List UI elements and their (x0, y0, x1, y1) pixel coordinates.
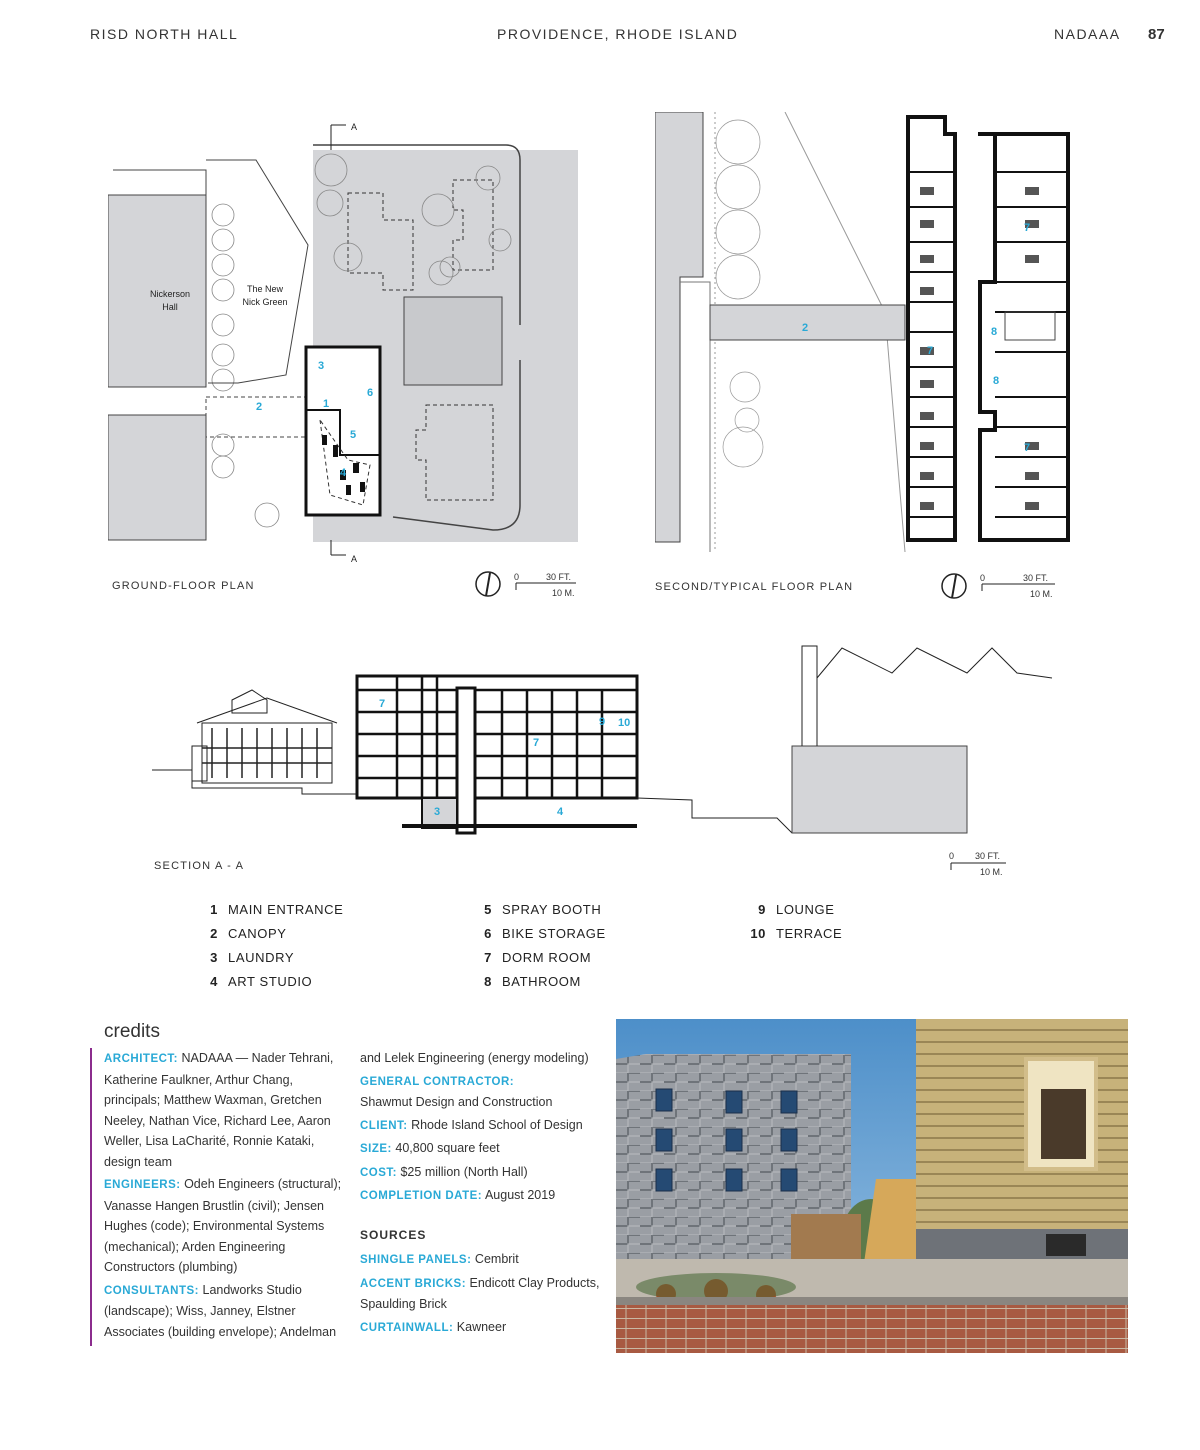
legend-item: 10 TERRACE (750, 926, 843, 941)
label-green-1: The New (246, 284, 284, 294)
num-9-section: 9 (599, 716, 606, 728)
credits-heading: credits (104, 1021, 160, 1042)
scale-ft-ground: 30 FT. (546, 572, 572, 582)
scale-ft-second: 30 FT. (1023, 573, 1049, 583)
scale-ft-section: 30 FT. (975, 851, 1001, 861)
legend-item: 2 CANOPY (210, 926, 287, 941)
building-photo (616, 1019, 1128, 1353)
caption-second: SECOND/TYPICAL FLOOR PLAN (655, 581, 854, 593)
ground-floor-plan (108, 115, 583, 570)
num-10-section: 10 (618, 717, 631, 729)
page-number: 87 (1148, 26, 1165, 43)
caption-ground: GROUND-FLOOR PLAN (112, 580, 255, 592)
section-drawing (152, 628, 1057, 838)
num-7-second-c: 7 (1024, 442, 1031, 454)
label-nickerson-2: Hall (162, 302, 178, 312)
legend-item: 1 MAIN ENTRANCE (210, 902, 344, 917)
label-nickerson-1: Nickerson (149, 289, 191, 299)
legend-item: 8 BATHROOM (484, 974, 581, 989)
legend-item: 3 LAUNDRY (210, 950, 295, 965)
num-7-second-b: 7 (927, 345, 934, 357)
scale-m-ground: 10 M. (552, 588, 575, 598)
num-8-second-b: 8 (993, 375, 1000, 387)
credits-column-2: and Lelek Engineering (energy modeling) GENERAL CONTRACTOR: Shawmut Design and Construction CLIENT: Rhode Island School of Design SIZE: 40,800 square feet COST: $25 million (North Hall) COMPLETION DATE: August 2019 SOURCES SHINGLE PANELS: Cembrit ACCENT BRICKS: Endicott Clay Products, Spaulding Brick CURTAINWALL: Kawneer (360, 1051, 600, 1334)
num-3-section: 3 (434, 806, 441, 818)
second-floor-plan (655, 112, 1080, 554)
num-2: 2 (256, 401, 263, 413)
scale-zero-second: 0 (980, 573, 986, 583)
legend-item: 5 SPRAY BOOTH (484, 902, 602, 917)
num-3: 3 (318, 360, 325, 372)
legend-item: 6 BIKE STORAGE (484, 926, 606, 941)
num-7-section-a: 7 (379, 698, 386, 710)
running-head-right: NADAAA (1054, 26, 1121, 42)
running-head-left: RISD NORTH HALL (90, 26, 239, 42)
caption-section: SECTION A - A (154, 860, 245, 872)
running-head-center: PROVIDENCE, RHODE ISLAND (497, 26, 739, 42)
num-2-second: 2 (802, 322, 809, 334)
scale-zero-section: 0 (949, 851, 955, 861)
legend-item: 9 LOUNGE (758, 902, 835, 917)
scale-m-second: 10 M. (1030, 589, 1053, 599)
scale-zero-ground: 0 (514, 572, 520, 582)
credits-column-1: ARCHITECT: NADAAA — Nader Tehrani, Katherine Faulkner, Arthur Chang, principals; Matthew Waxman, Gretchen Neeley, Nathan Vice, Richard Lee, Aaron Weller, Lisa LaCharité, Ronnie Kataki, design team ENGINEERS: Odeh Engineers (structural); Vanasse Hangen Brustlin (civil); Jensen Hughes (code); Environmental Systems (mechanical); Arden Engineering Constructors (plumbing) CONSULTANTS: Landworks Studio (landscape); Wiss, Janney, Elstner Associates (building envelope); Andelman (104, 1051, 342, 1339)
num-1: 1 (323, 398, 330, 410)
legend-item: 4 ART STUDIO (210, 974, 313, 989)
num-7-section-b: 7 (533, 737, 540, 749)
num-5: 5 (350, 429, 357, 441)
scale-m-section: 10 M. (980, 867, 1003, 877)
credits-rule (90, 1048, 92, 1346)
num-7-second-a: 7 (1024, 222, 1031, 234)
section-marker-top: A (351, 122, 358, 132)
num-4: 4 (340, 467, 347, 479)
legend-item: 7 DORM ROOM (484, 950, 592, 965)
num-6: 6 (367, 387, 374, 399)
num-4-section: 4 (557, 806, 564, 818)
label-green-2: Nick Green (242, 297, 288, 307)
num-8-second-a: 8 (991, 326, 998, 338)
section-marker-bottom: A (351, 554, 358, 564)
